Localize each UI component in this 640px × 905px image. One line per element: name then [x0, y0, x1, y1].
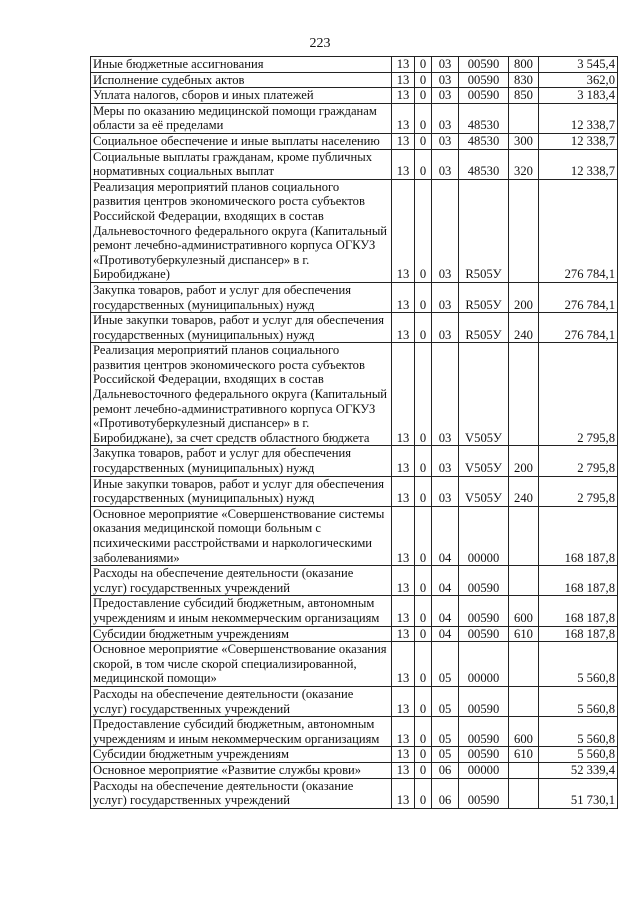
table-row — [91, 566, 618, 596]
code-subprogram: 0 — [415, 642, 432, 687]
code-ministry: 13 — [392, 566, 415, 596]
code-subprogram: 0 — [415, 103, 432, 133]
expense-type-code: 200 — [509, 446, 539, 476]
row-description: Исполнение судебных актов — [91, 72, 392, 88]
amount: 5 560,8 — [539, 642, 618, 687]
code-subprogram: 0 — [415, 88, 432, 104]
code-activity: 05 — [432, 747, 459, 763]
code-ministry: 13 — [392, 626, 415, 642]
code-ministry: 13 — [392, 343, 415, 446]
code-subprogram: 0 — [415, 717, 432, 747]
code-subprogram: 0 — [415, 747, 432, 763]
code-ministry: 13 — [392, 762, 415, 778]
code-activity: 05 — [432, 717, 459, 747]
table-row — [91, 179, 618, 282]
expense-type-code: 320 — [509, 149, 539, 179]
code-direction: 00590 — [459, 778, 509, 808]
table-row — [91, 88, 618, 104]
amount: 2 795,8 — [539, 476, 618, 506]
row-description: Расходы на обеспечение деятельности (оказание услуг) государственных учреждений — [91, 566, 392, 596]
code-ministry: 13 — [392, 88, 415, 104]
code-direction: R505У — [459, 179, 509, 282]
code-direction: 00590 — [459, 72, 509, 88]
amount: 3 545,4 — [539, 57, 618, 73]
code-subprogram: 0 — [415, 313, 432, 343]
table-row — [91, 506, 618, 565]
code-ministry: 13 — [392, 642, 415, 687]
code-ministry: 13 — [392, 72, 415, 88]
expense-type-code: 240 — [509, 313, 539, 343]
expense-type-code — [509, 642, 539, 687]
table-row — [91, 149, 618, 179]
code-direction: V505У — [459, 343, 509, 446]
row-description: Субсидии бюджетным учреждениям — [91, 747, 392, 763]
row-description: Основное мероприятие «Совершенствование системы оказания медицинской помощи больным с психическими расстройствами и наркологическими заболеваниями» — [91, 506, 392, 565]
code-direction: V505У — [459, 446, 509, 476]
code-direction: 00590 — [459, 626, 509, 642]
amount: 2 795,8 — [539, 446, 618, 476]
budget-table — [90, 56, 618, 809]
code-subprogram: 0 — [415, 626, 432, 642]
row-description: Субсидии бюджетным учреждениям — [91, 626, 392, 642]
code-direction: 00590 — [459, 596, 509, 626]
expense-type-code — [509, 778, 539, 808]
code-direction: 48530 — [459, 133, 509, 149]
expense-type-code: 300 — [509, 133, 539, 149]
code-direction: 00590 — [459, 686, 509, 716]
code-subprogram: 0 — [415, 343, 432, 446]
code-subprogram: 0 — [415, 282, 432, 312]
table-row — [91, 778, 618, 808]
row-description: Иные закупки товаров, работ и услуг для обеспечения государственных (муниципальных) нужд — [91, 476, 392, 506]
code-activity: 06 — [432, 778, 459, 808]
code-subprogram: 0 — [415, 72, 432, 88]
code-subprogram: 0 — [415, 762, 432, 778]
amount: 12 338,7 — [539, 133, 618, 149]
amount: 5 560,8 — [539, 717, 618, 747]
code-direction: R505У — [459, 282, 509, 312]
code-subprogram: 0 — [415, 179, 432, 282]
code-direction: 00000 — [459, 642, 509, 687]
expense-type-code: 800 — [509, 57, 539, 73]
code-activity: 04 — [432, 506, 459, 565]
amount: 168 187,8 — [539, 506, 618, 565]
code-direction: V505У — [459, 476, 509, 506]
amount: 5 560,8 — [539, 747, 618, 763]
code-activity: 03 — [432, 72, 459, 88]
code-activity: 03 — [432, 282, 459, 312]
amount: 5 560,8 — [539, 686, 618, 716]
code-ministry: 13 — [392, 446, 415, 476]
table-row — [91, 103, 618, 133]
table-row — [91, 313, 618, 343]
row-description: Социальные выплаты гражданам, кроме публичных нормативных социальных выплат — [91, 149, 392, 179]
row-description: Реализация мероприятий планов социального развития центров экономического роста субъектов Российской Федерации, входящих в состав Дальневосточного федерального округа (Капитальный ремонт лечебно-административного корпуса ОГКУЗ «Противотуберкулезный диспансер» в г. Биробиджане) — [91, 179, 392, 282]
row-description: Иные бюджетные ассигнования — [91, 57, 392, 73]
code-activity: 04 — [432, 566, 459, 596]
row-description: Уплата налогов, сборов и иных платежей — [91, 88, 392, 104]
table-row — [91, 686, 618, 716]
table-row — [91, 596, 618, 626]
code-activity: 03 — [432, 57, 459, 73]
amount: 168 187,8 — [539, 596, 618, 626]
amount: 276 784,1 — [539, 282, 618, 312]
code-ministry: 13 — [392, 717, 415, 747]
code-activity: 04 — [432, 626, 459, 642]
code-direction: R505У — [459, 313, 509, 343]
table-row — [91, 747, 618, 763]
row-description: Расходы на обеспечение деятельности (оказание услуг) государственных учреждений — [91, 778, 392, 808]
amount: 168 187,8 — [539, 566, 618, 596]
code-direction: 00590 — [459, 566, 509, 596]
code-subprogram: 0 — [415, 149, 432, 179]
code-subprogram: 0 — [415, 596, 432, 626]
table-row — [91, 282, 618, 312]
code-subprogram: 0 — [415, 133, 432, 149]
budget-table-body — [91, 57, 618, 809]
amount: 276 784,1 — [539, 313, 618, 343]
code-activity: 03 — [432, 476, 459, 506]
expense-type-code: 610 — [509, 626, 539, 642]
code-ministry: 13 — [392, 179, 415, 282]
code-activity: 03 — [432, 88, 459, 104]
code-activity: 03 — [432, 103, 459, 133]
row-description: Меры по оказанию медицинской помощи гражданам области за её пределами — [91, 103, 392, 133]
amount: 2 795,8 — [539, 343, 618, 446]
code-direction: 00000 — [459, 506, 509, 565]
amount: 276 784,1 — [539, 179, 618, 282]
code-activity: 06 — [432, 762, 459, 778]
code-subprogram: 0 — [415, 566, 432, 596]
expense-type-code: 610 — [509, 747, 539, 763]
code-activity: 03 — [432, 446, 459, 476]
page-number: 223 — [309, 36, 331, 51]
row-description: Закупка товаров, работ и услуг для обеспечения государственных (муниципальных) нужд — [91, 446, 392, 476]
code-ministry: 13 — [392, 282, 415, 312]
code-ministry: 13 — [392, 103, 415, 133]
expense-type-code — [509, 762, 539, 778]
code-subprogram: 0 — [415, 506, 432, 565]
expense-type-code: 200 — [509, 282, 539, 312]
code-direction: 00000 — [459, 762, 509, 778]
row-description: Предоставление субсидий бюджетным, автономным учреждениям и иным некоммерческим организациям — [91, 596, 392, 626]
code-subprogram: 0 — [415, 686, 432, 716]
row-description: Реализация мероприятий планов социального развития центров экономического роста субъектов Российской Федерации, входящих в состав Дальневосточного федерального округа (Капитальный ремонт лечебно-административного корпуса ОГКУЗ «Противотуберкулезный диспансер» в г. Биробиджане), за счет средств областного бюджета — [91, 343, 392, 446]
amount: 52 339,4 — [539, 762, 618, 778]
code-subprogram: 0 — [415, 778, 432, 808]
row-description: Иные закупки товаров, работ и услуг для обеспечения государственных (муниципальных) нужд — [91, 313, 392, 343]
code-direction: 00590 — [459, 717, 509, 747]
row-description: Основное мероприятие «Развитие службы крови» — [91, 762, 392, 778]
code-ministry: 13 — [392, 506, 415, 565]
code-ministry: 13 — [392, 596, 415, 626]
code-subprogram: 0 — [415, 476, 432, 506]
expense-type-code — [509, 686, 539, 716]
table-row — [91, 446, 618, 476]
table-row — [91, 343, 618, 446]
code-direction: 00590 — [459, 57, 509, 73]
table-row — [91, 57, 618, 73]
expense-type-code — [509, 506, 539, 565]
table-row — [91, 133, 618, 149]
row-description: Предоставление субсидий бюджетным, автономным учреждениям и иным некоммерческим организациям — [91, 717, 392, 747]
amount: 12 338,7 — [539, 149, 618, 179]
code-ministry: 13 — [392, 686, 415, 716]
code-activity: 03 — [432, 313, 459, 343]
code-activity: 04 — [432, 596, 459, 626]
expense-type-code: 830 — [509, 72, 539, 88]
table-row — [91, 642, 618, 687]
code-activity: 03 — [432, 149, 459, 179]
row-description: Социальное обеспечение и иные выплаты населению — [91, 133, 392, 149]
row-description: Основное мероприятие «Совершенствование оказания скорой, в том числе скорой специализированной, медицинской помощи» — [91, 642, 392, 687]
code-activity: 03 — [432, 133, 459, 149]
code-ministry: 13 — [392, 476, 415, 506]
expense-type-code — [509, 343, 539, 446]
expense-type-code — [509, 566, 539, 596]
amount: 3 183,4 — [539, 88, 618, 104]
expense-type-code: 600 — [509, 717, 539, 747]
code-ministry: 13 — [392, 313, 415, 343]
table-row — [91, 476, 618, 506]
code-ministry: 13 — [392, 778, 415, 808]
row-description: Расходы на обеспечение деятельности (оказание услуг) государственных учреждений — [91, 686, 392, 716]
amount: 168 187,8 — [539, 626, 618, 642]
amount: 12 338,7 — [539, 103, 618, 133]
table-row — [91, 626, 618, 642]
code-ministry: 13 — [392, 747, 415, 763]
table-row — [91, 72, 618, 88]
table-row — [91, 762, 618, 778]
code-activity: 03 — [432, 343, 459, 446]
code-ministry: 13 — [392, 57, 415, 73]
row-description: Закупка товаров, работ и услуг для обеспечения государственных (муниципальных) нужд — [91, 282, 392, 312]
code-subprogram: 0 — [415, 446, 432, 476]
code-ministry: 13 — [392, 133, 415, 149]
amount: 362,0 — [539, 72, 618, 88]
table-row — [91, 717, 618, 747]
code-subprogram: 0 — [415, 57, 432, 73]
expense-type-code: 600 — [509, 596, 539, 626]
expense-type-code — [509, 103, 539, 133]
code-activity: 03 — [432, 179, 459, 282]
expense-type-code: 240 — [509, 476, 539, 506]
code-direction: 48530 — [459, 103, 509, 133]
amount: 51 730,1 — [539, 778, 618, 808]
expense-type-code — [509, 179, 539, 282]
code-activity: 05 — [432, 686, 459, 716]
code-activity: 05 — [432, 642, 459, 687]
code-direction: 48530 — [459, 149, 509, 179]
expense-type-code: 850 — [509, 88, 539, 104]
code-ministry: 13 — [392, 149, 415, 179]
code-direction: 00590 — [459, 747, 509, 763]
code-direction: 00590 — [459, 88, 509, 104]
